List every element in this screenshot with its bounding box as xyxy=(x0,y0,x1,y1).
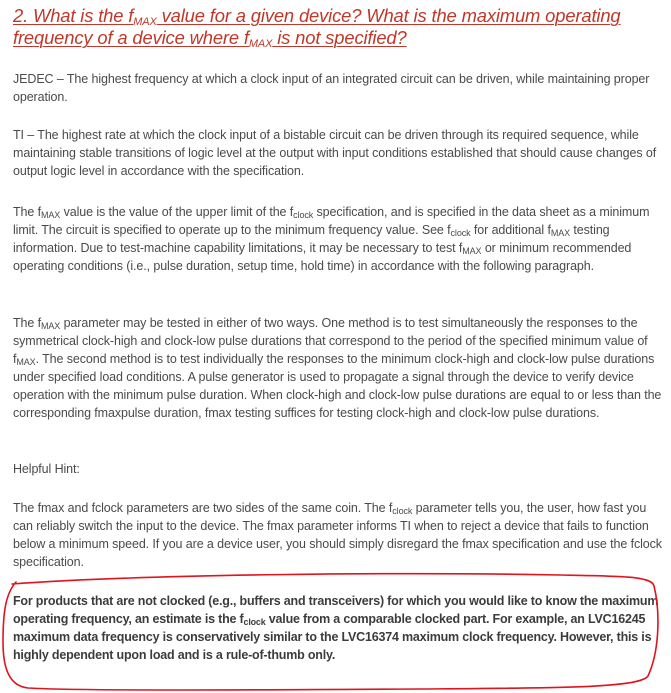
jedec-definition: JEDEC – The highest frequency at which a clock input of an integrated circuit can be driven, while maintaining proper operation. xyxy=(13,72,650,104)
fmax-value-paragraph xyxy=(13,203,663,275)
faq-document xyxy=(13,0,663,662)
subscript: MAX xyxy=(462,246,482,256)
ti-definition: TI – The highest rate at which the clock input of a bistable circuit can be driven through its required sequence, while maintaining stable transitions of logic level at the output with input conditions established that should cause changes of output logic level in accordance with the specification. xyxy=(13,128,657,178)
subscript: MAX xyxy=(41,321,61,331)
text-run: specification, and is specified in the data sheet as a minimum limit. The circuit is specified to operate up to the minimum frequency value. See f xyxy=(13,205,650,237)
heading-text-3: is not specified? xyxy=(272,27,407,48)
fmax-testing-paragraph xyxy=(13,314,663,422)
subscript: MAX xyxy=(41,210,61,220)
text-run: or minimum recommended operating conditions (i.e., pulse duration, setup time, hold time) in accordance with the following paragraph. xyxy=(13,241,632,273)
subscript: MAX xyxy=(550,228,571,238)
non-clocked-products-paragraph xyxy=(13,592,663,664)
heading-text-1: 2. What is the f xyxy=(13,5,134,26)
subscript: clock xyxy=(450,228,471,238)
text-run: for additional f xyxy=(470,223,551,237)
subscript: MAX xyxy=(16,357,36,367)
text-run: The f xyxy=(13,316,41,330)
faq-heading xyxy=(13,5,663,49)
subscript: clock xyxy=(243,617,266,627)
text-run: . The second method is to test individually the responses to the minimum clock-high and clock-low pulse durations under specified load conditions. A pulse generator is used to propagate a signal through the device to verify device operation with the minimum pulse duration. When clock-high and clock-low pulse durations are equal to or less than the corresponding fmaxpulse duration, fmax testing suffices for testing clock-high and clock-low pulse durations. xyxy=(13,352,662,420)
text-run: The f xyxy=(13,205,41,219)
subscript: clock xyxy=(392,506,413,516)
fmax-fclock-paragraph: The fmax and fclock parameters are two sides of the same coin. The $f_{clock}$ parameter tells you, the user, how fast you can reliably switch the input to the device. The fmax parameter informs TI when to reject a device that fails to function below a minimum speed. If you are a device user, you should simply disregard the fmax specification and use the fclock specification. xyxy=(13,501,662,569)
text-run: value is the value of the upper limit of the f xyxy=(60,205,294,219)
text-run: parameter tells you, the user, how fast you can reliably switch the input to the device. The fmax parameter informs TI when to reject a device that fails to function below a minimum speed. If you are a device user, you should simply disregard the fmax specification and use the fclock specification. xyxy=(13,501,662,569)
heading-subscript-2: MAX xyxy=(248,38,273,50)
text-run: value from a comparable clocked part. For example, an LVC16245 maximum data frequency is conservatively similar to the LVC16374 maximum clock frequency. However, this is highly dependent upon load and is a rule-of-thumb only. xyxy=(13,612,652,662)
heading-text-2: value for a given device? What is the maximum operating frequency of a device where f xyxy=(13,5,621,48)
text-run: For products that are not clocked (e.g., buffers and transceivers) for which you would like to know the maximum operating frequency, an estimate is the f xyxy=(13,594,659,626)
heading-subscript-1: MAX xyxy=(133,16,157,28)
helpful-hint-label: Helpful Hint: xyxy=(13,462,80,476)
text-run: parameter may be tested in either of two ways. One method is to test simultaneously the responses to the symmetrical clock-high and clock-low pulse durations that correspond to the period of the specified minimum value of f xyxy=(13,316,648,366)
text-run: The fmax and fclock parameters are two sides of the same coin. The xyxy=(13,501,389,515)
subscript: clock xyxy=(293,210,314,220)
text-run: testing information. Due to test-machine capability limitations, it may be necessary to test f xyxy=(13,223,610,255)
